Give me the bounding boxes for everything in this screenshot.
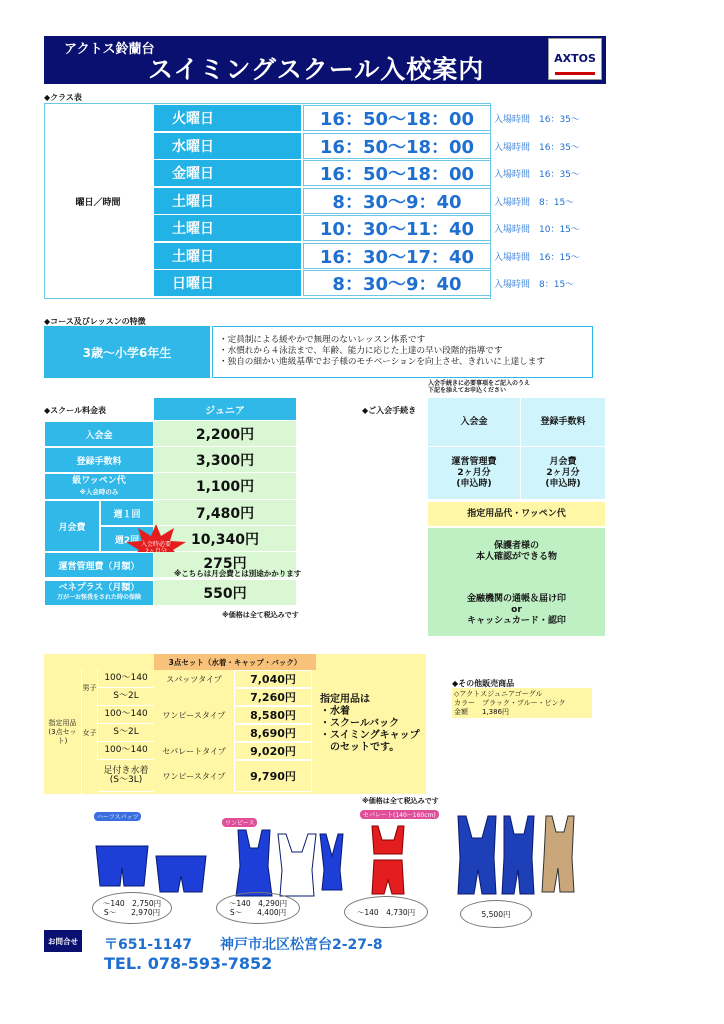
- goods-type: [156, 724, 232, 742]
- other-color: カラー ブラック・ブルー・ピンク: [454, 699, 566, 707]
- procedure-heading: ◆ご入会手続き: [362, 406, 417, 415]
- mgmt-note: ※こちらは月会費とは別途かかります: [174, 569, 302, 578]
- goods-tax-note: ※価格は全て税込みです: [362, 797, 439, 805]
- class-time: 16：50〜18：00: [303, 105, 491, 131]
- course-heading: ◆コース及びレッスンの特徴: [44, 317, 146, 326]
- class-time: 8：30〜9：40: [303, 270, 491, 296]
- feature-line: ・独自の細かい進級基準でお子様のモチベーションを向上させ、きれいに上達します: [219, 357, 545, 367]
- proc-admission: 入会金: [428, 398, 520, 446]
- logo-text: AXTOS: [554, 52, 596, 65]
- other-price: 金額 1,386円: [454, 708, 510, 716]
- goods-type: [156, 688, 232, 706]
- goods-price: 9,020円: [234, 742, 312, 760]
- goods-size: S〜2L: [98, 688, 154, 706]
- half-spats-icon: [92, 826, 212, 896]
- axtos-logo: [548, 38, 602, 80]
- fee-weekly2-value: 10,340円: [154, 526, 296, 552]
- proc-bank: 金融機関の通帳＆届け印 or キャッシュカード・認印: [466, 593, 566, 626]
- goods-size: S〜2L: [98, 724, 154, 742]
- fee-badge-value: 1,100円: [154, 473, 296, 500]
- swim-price-separate: 〜140 4,730円: [344, 896, 428, 928]
- goods-price: 7,040円: [234, 670, 312, 688]
- goods-type: セパレートタイプ: [162, 746, 226, 756]
- fee-benefit-label: [44, 580, 154, 606]
- contact-tel: TEL. 078-593-7852: [104, 954, 273, 973]
- fee-weekly2-label: 週2回: [100, 526, 154, 552]
- class-row-label: 曜日／時間: [75, 197, 121, 208]
- fee-mgmt-label: 運営管理費（月額）: [44, 552, 154, 578]
- goods-price: 9,790円: [234, 760, 312, 792]
- badge-label-text: 級ワッペン代: [72, 475, 126, 486]
- goods-price: 7,260円: [234, 688, 312, 706]
- feature-line: ・水慣れから４泳法まで、年齢、能力に応じた上達の早い段階的指導です: [219, 346, 503, 356]
- class-entry-time: 入場時間 8：15〜: [494, 279, 575, 290]
- procedure-note: 入会手続きに必要事項をご記入のうえ 下記を添えてお申込ください: [428, 380, 531, 394]
- badge-note: ※入会時のみ: [79, 487, 119, 496]
- swim-tag-onepiece: ワンピース: [222, 818, 257, 827]
- other-item: ◇アクトスジュニアゴーグル: [454, 690, 543, 698]
- class-entry-time: 入場時間 16：15〜: [494, 252, 580, 263]
- class-entry-time: 入場時間 8：15〜: [494, 197, 575, 208]
- goods-type: ワンピースタイプ: [162, 771, 226, 781]
- class-heading: ◆クラス表: [44, 93, 82, 102]
- fee-admission-value: 2,200円: [154, 421, 296, 447]
- class-entry-time: 入場時間 16：35〜: [494, 169, 580, 180]
- fee-benefit-value: 550円: [154, 580, 296, 606]
- swim-price-spats: 〜140 2,750円 S〜 2,970円: [92, 892, 172, 924]
- proc-registration: 登録手数料: [521, 398, 605, 446]
- class-time: 8：30〜9：40: [303, 188, 491, 214]
- onepiece-swimsuit-icon: [228, 826, 344, 900]
- proc-id: 保護者様の 本人確認ができる物: [475, 541, 557, 562]
- benefit-label-text: ベネプラス（月額）: [58, 583, 140, 593]
- goods-type: スパッツタイプ: [166, 674, 222, 684]
- benefit-note: 万が一お怪我をされた時の保険: [56, 594, 141, 601]
- class-day: 土曜日: [154, 188, 301, 214]
- other-heading: ◆その他販売商品: [452, 679, 515, 688]
- course-age: 3歳〜小学6年生: [44, 326, 210, 378]
- class-time: 16：30〜17：40: [303, 243, 491, 269]
- swim-tag-separate: セパレート(140〜160cm): [360, 810, 439, 819]
- fee-badge-label: [44, 473, 154, 500]
- swim-price-onepiece: 〜140 4,290円 S〜 4,400円: [216, 892, 300, 924]
- class-day: 土曜日: [154, 215, 301, 241]
- class-entry-time: 入場時間 10：15〜: [494, 224, 580, 235]
- swim-price-leg: 5,500円: [460, 900, 532, 928]
- proc-monthly: 月会費 2ヶ月分 (申込時): [521, 447, 605, 499]
- fee-registration-value: 3,300円: [154, 447, 296, 473]
- fees-heading: ◆スクール料金表: [44, 406, 106, 415]
- goods-price: 8,580円: [234, 706, 312, 724]
- fee-weekly1-label: 週１回: [100, 500, 154, 526]
- separate-swimsuit-icon: [364, 824, 412, 898]
- goods-set-header: 3点セット（水着・キャップ・バック）: [154, 654, 316, 670]
- page-header: [44, 36, 606, 84]
- burst-text: 入会時必要: [140, 541, 171, 548]
- proc-mgmt: 運営管理費 2ヶ月分 (申込時): [428, 447, 520, 499]
- goods-type: ワンピースタイプ: [162, 710, 226, 720]
- goods-price: 8,690円: [234, 724, 312, 742]
- fee-monthly-label: 月会費: [44, 500, 100, 552]
- fees-column-header: ジュニア: [154, 398, 296, 420]
- class-entry-time: 入場時間 16：35〜: [494, 142, 580, 153]
- class-time: 10：30〜11：40: [303, 215, 491, 241]
- logo-stripe: [555, 72, 595, 75]
- goods-size: 100〜140: [98, 706, 154, 724]
- fee-registration-label: 登録手数料: [44, 447, 154, 473]
- goods-size: 100〜140: [98, 670, 154, 688]
- class-time: 16：50〜18：00: [303, 133, 491, 159]
- fee-mgmt-value: 275円: [154, 552, 296, 578]
- leg-swimsuit-icon: [452, 814, 576, 896]
- swim-tag-spats: ハーフスパッツ: [94, 812, 141, 821]
- class-day: 火曜日: [154, 105, 301, 131]
- class-day: 金曜日: [154, 160, 301, 186]
- school-name: アクトス鈴蘭台: [64, 42, 155, 57]
- feature-line: ・定員制による緩やかで無理のないレッスン体系です: [219, 335, 426, 345]
- class-time: 16：50〜18：00: [303, 160, 491, 186]
- contact-label: お問合せ: [44, 930, 82, 952]
- course-features: [212, 326, 593, 378]
- goods-size: 足付き水着 (S〜3L): [98, 760, 154, 792]
- page-title: スイミングスクール入校案内: [148, 55, 485, 84]
- fee-tax-note: ※価格は全て税込みです: [222, 611, 299, 619]
- fee-weekly1-value: 7,480円: [154, 500, 296, 526]
- goods-boys-label: 男子: [82, 670, 98, 706]
- contact-address: 〒651-1147 神戸市北区松宮台2-27-8: [104, 937, 383, 953]
- class-entry-time: 入場時間 16：35〜: [494, 114, 580, 125]
- fee-admission-label: 入会金: [44, 421, 154, 447]
- class-day: 日曜日: [154, 270, 301, 296]
- goods-group-label: 指定用品 (3点セット): [44, 670, 82, 794]
- class-day: 水曜日: [154, 133, 301, 159]
- goods-set-desc: 指定用品は ・水着 ・スクールバック ・スイミングキャップ のセットです。: [320, 694, 420, 753]
- goods-size: 100〜140: [98, 742, 154, 760]
- class-day: 土曜日: [154, 243, 301, 269]
- proc-goods: 指定用品代・ワッペン代: [428, 502, 605, 526]
- other-item-box: [452, 688, 592, 718]
- goods-girls-label: 女子: [82, 706, 98, 760]
